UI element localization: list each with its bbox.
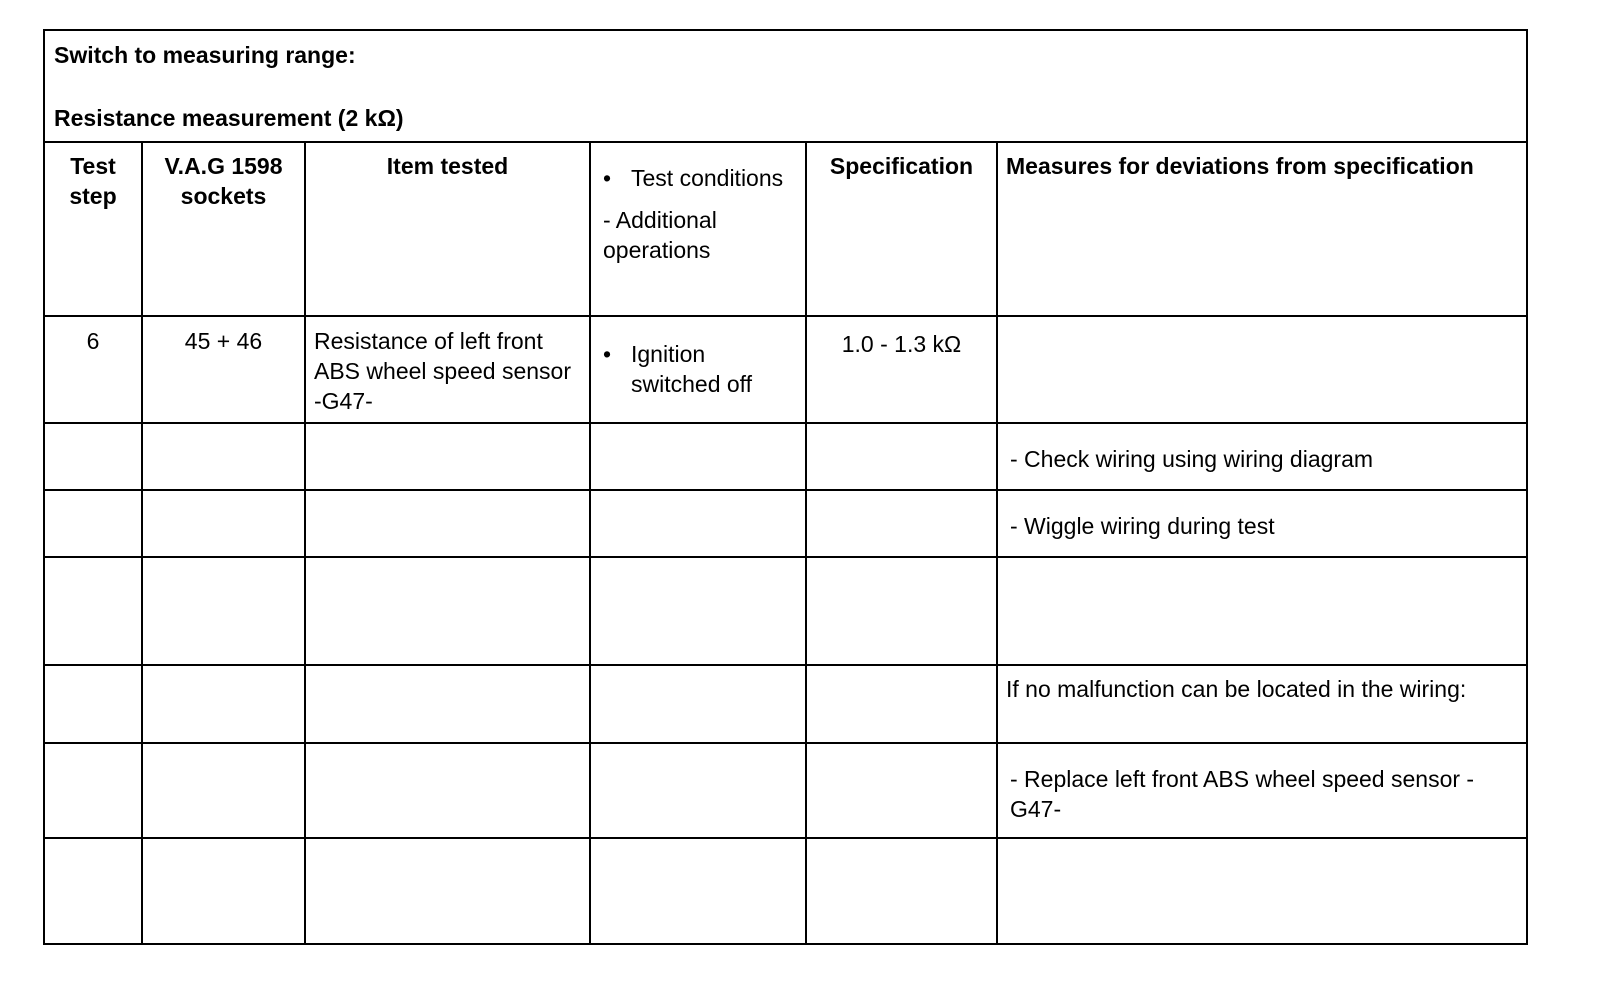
- header-item-tested: Item tested: [305, 142, 590, 316]
- header-operations-text: - Additional operations: [603, 207, 717, 263]
- cell-measures: - Check wiring using wiring diagram: [997, 423, 1526, 490]
- table-row: [45, 490, 1526, 557]
- cell-measures: - Wiggle wiring during test: [997, 490, 1526, 557]
- table-row: [45, 316, 1526, 423]
- cell-measures: - Replace left front ABS wheel speed sensor -G47-: [997, 743, 1526, 838]
- table-row: [45, 743, 1526, 838]
- cell-condition-text: Ignition switched off: [631, 341, 753, 397]
- table-row: [45, 423, 1526, 490]
- cell-specification: 1.0 - 1.3 kΩ: [806, 316, 997, 423]
- bullet-icon: •: [603, 165, 612, 191]
- banner-line-2: Resistance measurement (2 kΩ): [54, 105, 404, 131]
- cell-measures: If no malfunction can be located in the wiring:: [997, 665, 1526, 743]
- cell-measures: [997, 316, 1526, 423]
- cell-condition: [590, 316, 806, 423]
- table-row: [45, 665, 1526, 743]
- table-row: [45, 838, 1526, 945]
- cell-test-step: 6: [45, 316, 142, 423]
- header-specification: Specification: [806, 142, 997, 316]
- header-conditions-text: Test conditions: [631, 165, 784, 191]
- cell-item-tested: Resistance of left front ABS wheel speed sensor -G47-: [305, 316, 590, 423]
- table-row: [45, 557, 1526, 665]
- cell-sockets: 45 + 46: [142, 316, 305, 423]
- header-measures: Measures for deviations from specification: [997, 142, 1526, 316]
- header-conditions: [590, 142, 806, 316]
- test-table-sheet: [43, 29, 1528, 945]
- header-row: [45, 142, 1526, 316]
- banner-line-1: Switch to measuring range:: [54, 42, 356, 68]
- measuring-range-banner: [45, 31, 1526, 143]
- header-test-step: Test step: [45, 142, 142, 316]
- bullet-icon: •: [603, 341, 612, 367]
- test-steps-table: [45, 141, 1526, 945]
- header-sockets: V.A.G 1598 sockets: [142, 142, 305, 316]
